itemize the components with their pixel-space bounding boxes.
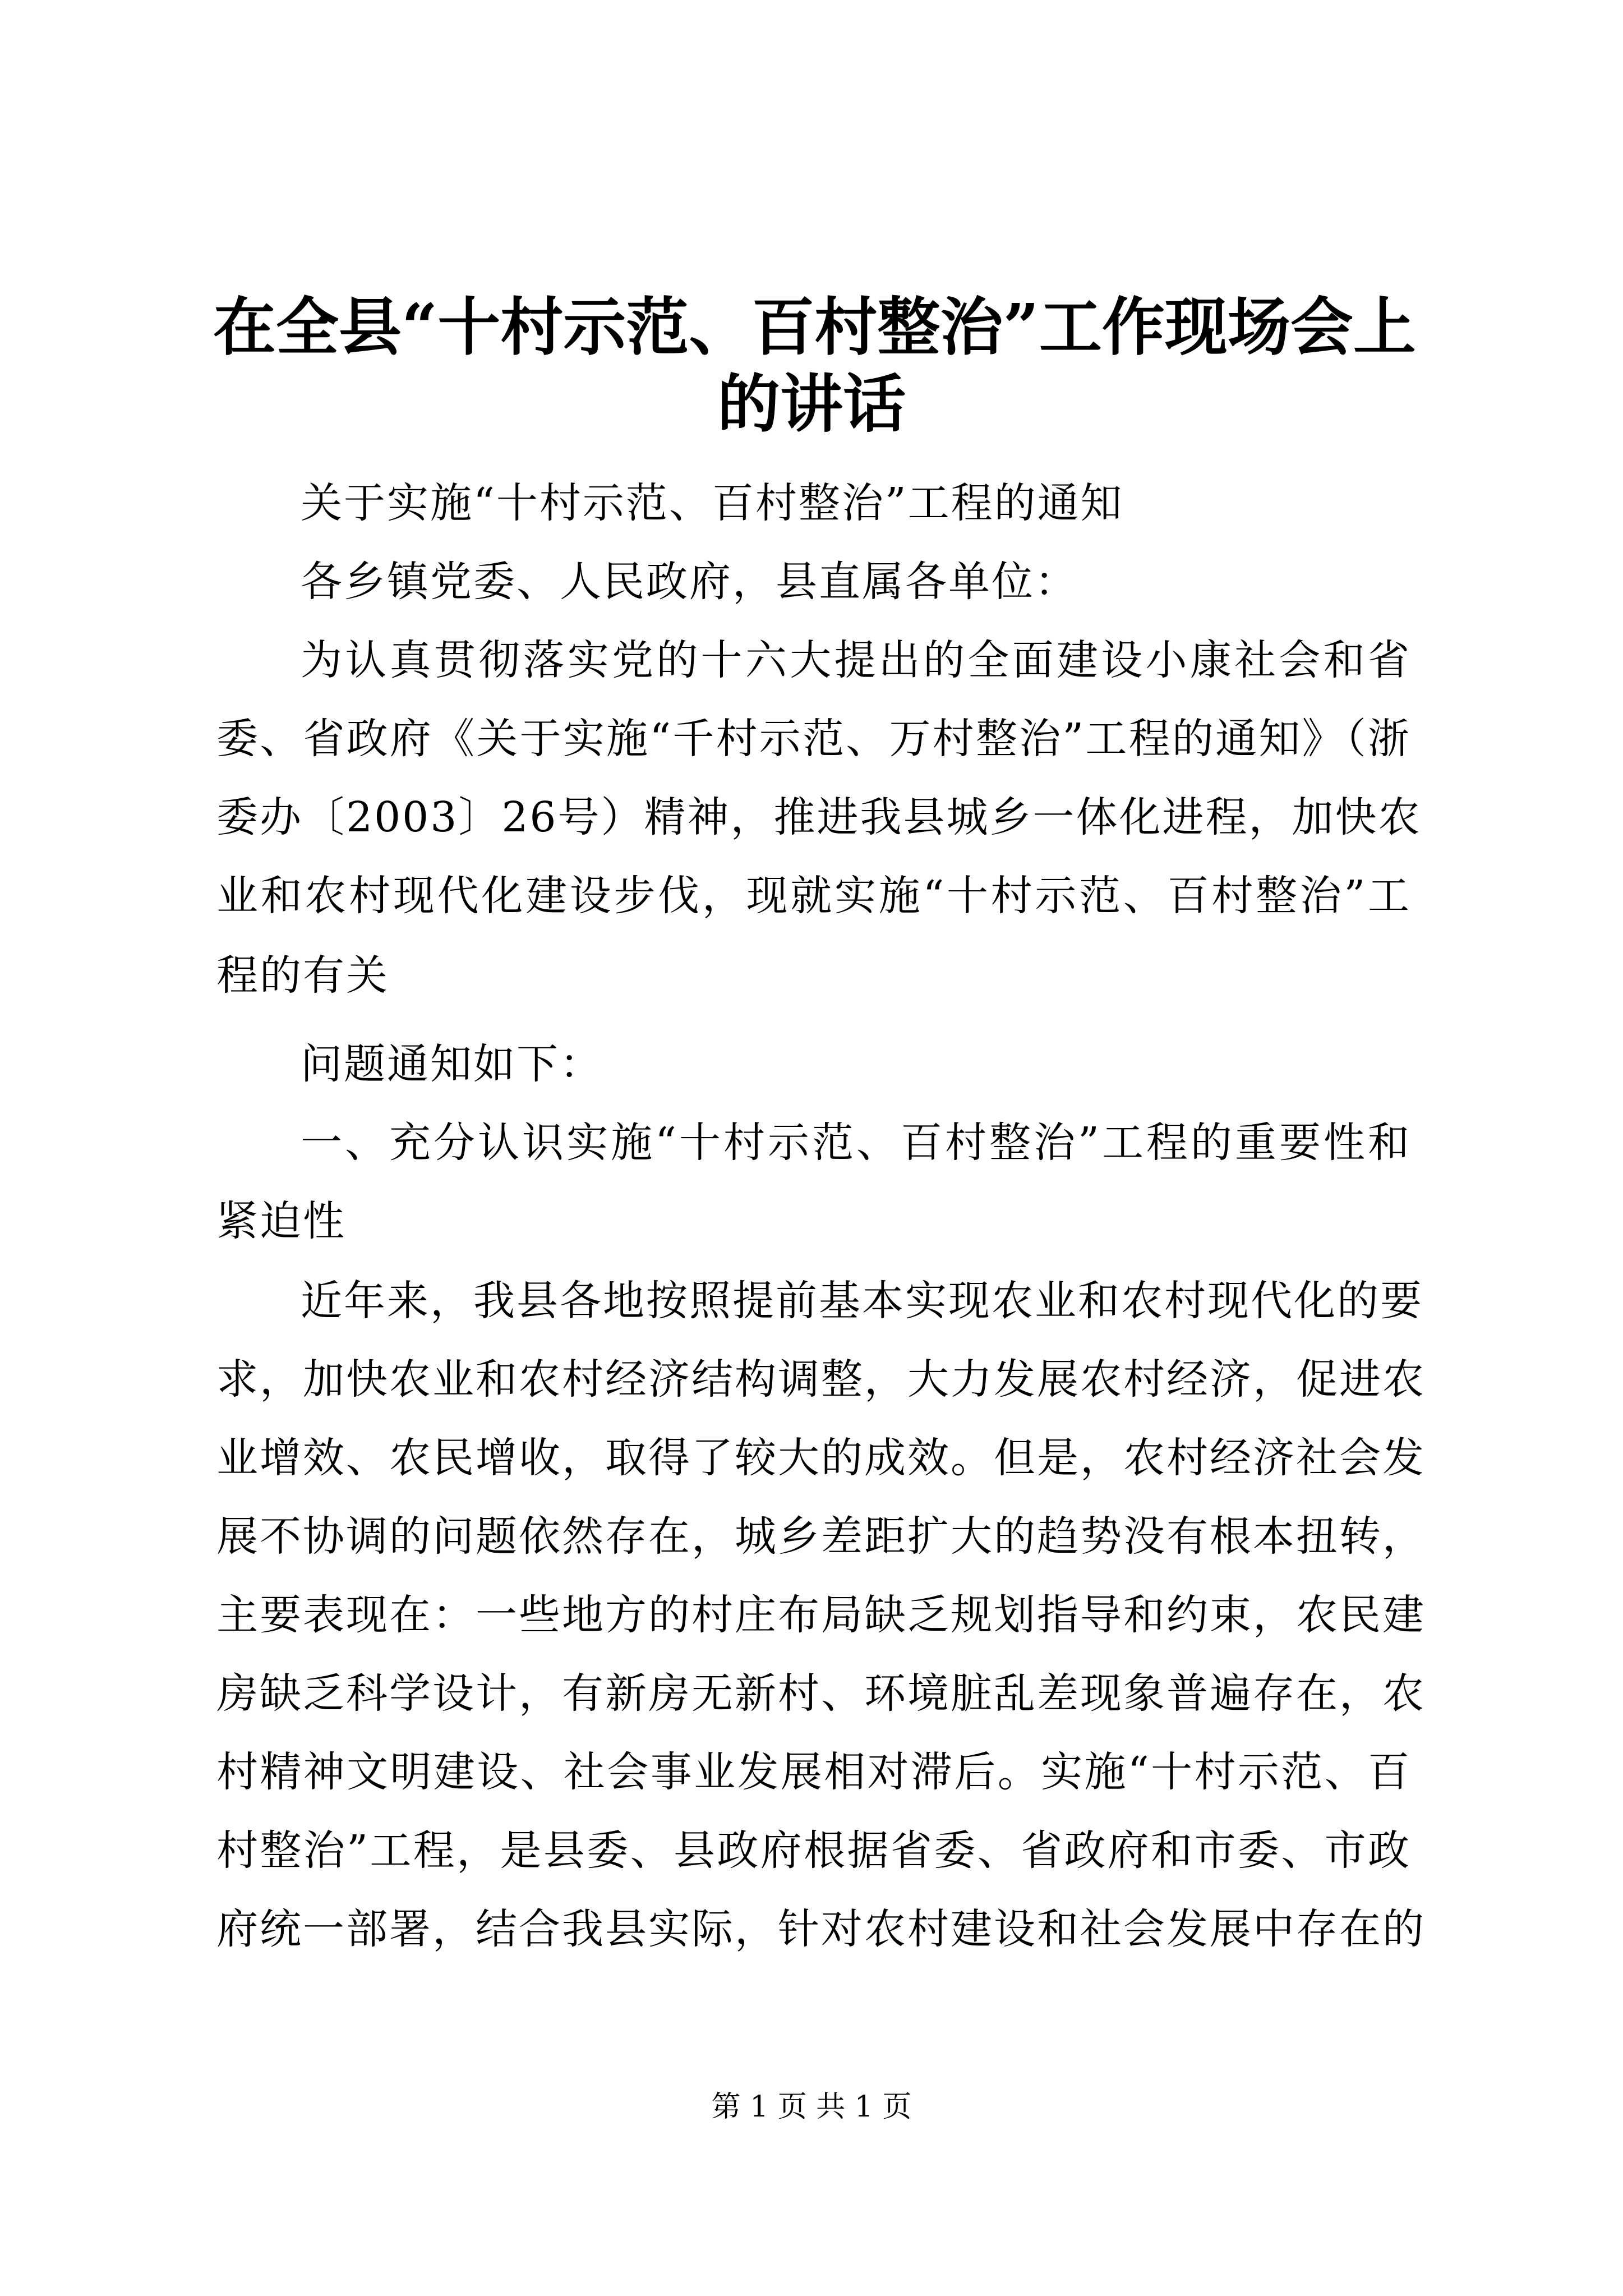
- paragraph-line: 展不协调的问题依然存在，城乡差距扩大的趋势没有根本扭转，: [216, 1512, 1426, 1561]
- paragraph-line: 村整治”工程，是县委、县政府根据省委、省政府和市委、市政: [216, 1826, 1411, 1875]
- notice-heading: 关于实施“十村示范、百村整治”工程的通知: [301, 479, 1124, 527]
- paragraph-line: 问题通知如下：: [301, 1040, 603, 1088]
- paragraph-line: 近年来，我县各地按照提前基本实现农业和农村现代化的要: [301, 1277, 1423, 1325]
- paragraph-line: 村精神文明建设、社会事业发展相对滞后。实施“十村示范、百: [216, 1748, 1411, 1796]
- document-title-line-2: 的讲话: [717, 367, 906, 441]
- section-heading-continued: 紧迫性: [216, 1197, 346, 1245]
- paragraph-line: 府统一部署，结合我县实际，针对农村建设和社会发展中存在的: [216, 1905, 1426, 1953]
- paragraph-line: 业增效、农民增收，取得了较大的成效。但是，农村经济社会发: [216, 1434, 1426, 1482]
- paragraph-line: 主要表现在：一些地方的村庄布局缺乏规划指导和约束，农民建: [216, 1591, 1426, 1639]
- addressee-line: 各乡镇党委、人民政府，县直属各单位：: [301, 558, 1078, 606]
- page-number-footer: 第 1 页 共 1 页: [711, 2090, 912, 2124]
- paragraph-line: 房缺乏科学设计，有新房无新村、环境脏乱差现象普遍存在，农: [216, 1669, 1426, 1718]
- paragraph-line: 为认真贯彻落实党的十六大提出的全面建设小康社会和省: [301, 636, 1411, 684]
- paragraph-line: 求，加快农业和农村经济结构调整，大力发展农村经济，促进农: [216, 1355, 1426, 1404]
- document-title-line-1: 在全县“十村示范、百村整治”工作现场会上: [213, 291, 1416, 364]
- paragraph-line: 程的有关: [216, 951, 389, 1000]
- paragraph-line: 业和农村现代化建设步伐，现就实施“十村示范、百村整治”工: [216, 872, 1411, 920]
- paragraph-line: 委办〔2003〕26号）精神，推进我县城乡一体化进程，加快农: [216, 793, 1422, 841]
- section-heading: 一、充分认识实施“十村示范、百村整治”工程的重要性和: [301, 1119, 1411, 1167]
- paragraph-line: 委、省政府《关于实施“千村示范、万村整治”工程的通知》（浙: [216, 715, 1411, 763]
